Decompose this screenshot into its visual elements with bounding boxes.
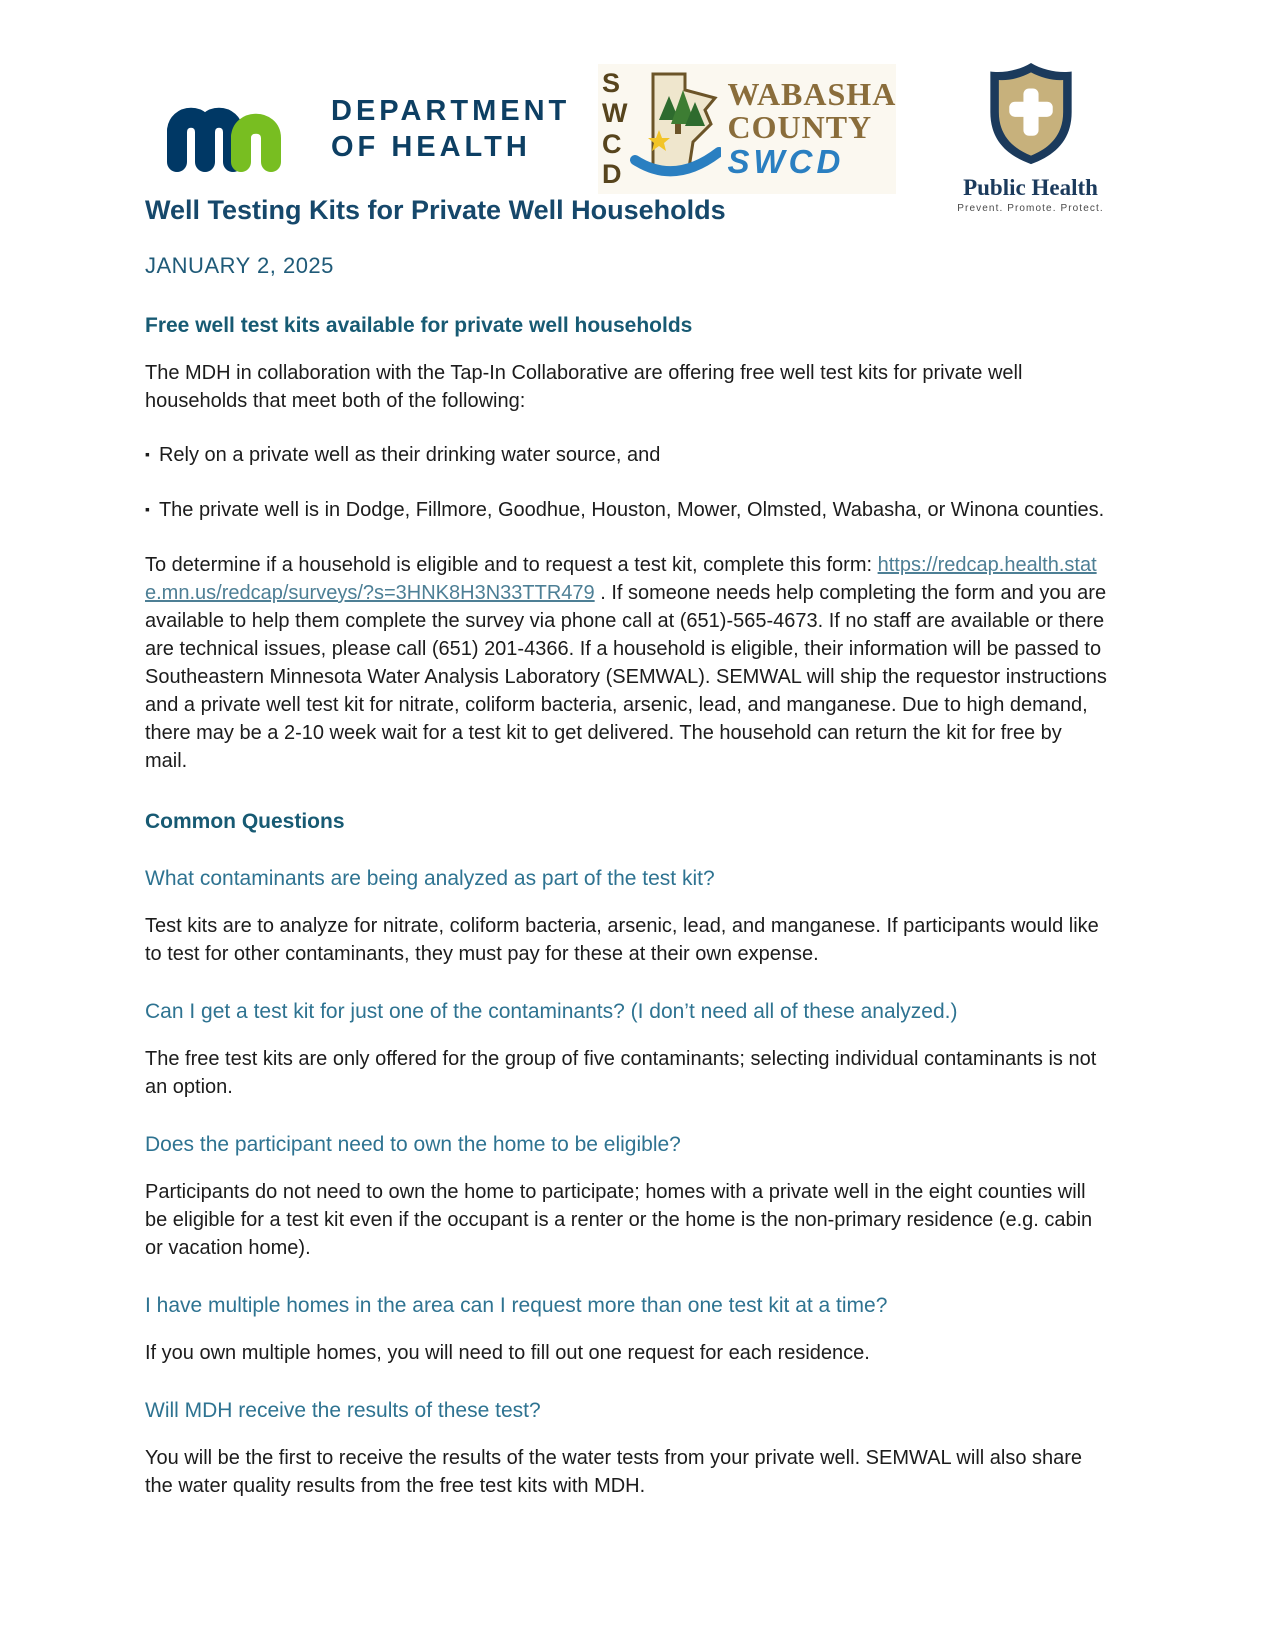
answer-text: Participants do not need to own the home to participate; homes with a private well in the eight counties will be eligible for a test kit even if the occupant is a renter or the home is the non-primary residence (e.g. cabin or vacation home). [145,1181,1093,1259]
answer-text: Test kits are to analyze for nitrate, coliform bacteria, arsenic, lead, and manganese. If participants would like to test for other contaminants, they must pay for these at their own expense. [145,915,1099,965]
qa-block-5 [145,1397,1107,1500]
mdh-dept-line2: OF HEALTH [331,131,531,163]
bullet-text-1: Rely on a private well as their drinking water source, and [158,444,661,466]
swcd-letter-s: S [602,68,621,98]
minnesota-trees-icon [629,68,721,190]
question-text: Can I get a test kit for just one of the contaminants? (I don’t need all of these analyzed.) [145,1000,958,1023]
qa-block-2 [145,998,1107,1101]
question-text: I have multiple homes in the area can I request more than one test kit at a time? [145,1294,888,1317]
form-paragraph-after-link: . If someone needs help completing the form and you are available to help them complete the survey via phone call at (651)-565-4673. If no staff are available or there are technical issues, please call (651) 201-4366. If a household is eligible, their information will be passed to Southeastern Minnesota Water Analysis Laboratory (SEMWAL). SEMWAL will ship the requestor instructions and a private well test kit for nitrate, coliform bacteria, arsenic, lead, and manganese. Due to high demand, there may be a 2-10 week wait for a test kit to get delivered. The household can return the kit for free by mail. [145,582,1107,772]
swcd-wordmark [727,78,896,180]
swcd-vertical-letters [602,70,627,188]
qa-block-3 [145,1131,1107,1262]
public-health-logo [948,60,1113,214]
form-paragraph-before-link: To determine if a household is eligible and to request a test kit, complete this form: [145,554,878,576]
bullet-icon: ▪ [145,446,150,462]
page-title: Well Testing Kits for Private Well Households [145,195,726,225]
public-health-title: Public Health [963,175,1098,200]
answer-text: You will be the first to receive the results of the water tests from your private well. SEMWAL will also share the water quality results from the free test kits with MDH. [145,1447,1083,1497]
swcd-county-line1: WABASHA [727,76,897,112]
mdh-dept-line1: DEPARTMENT [331,95,571,127]
question-text: Will MDH receive the results of these test? [145,1399,541,1422]
mdh-wordmark [331,93,570,165]
common-questions-heading: Common Questions [145,810,345,833]
question-text: What contaminants are being analyzed as part of the test kit? [145,867,715,890]
bullet-text-2: The private well is in Dodge, Fillmore, Goodhue, Houston, Mower, Olmsted, Wabasha, or Winona counties. [158,499,1105,521]
wabasha-swcd-logo [598,64,896,194]
form-paragraph [145,551,1107,775]
swcd-county-line2: COUNTY [727,109,873,145]
public-health-shield-icon [979,60,1083,168]
answer-text: If you own multiple homes, you will need to fill out one request for each residence. [145,1342,870,1364]
qa-block-4 [145,1292,1107,1367]
intro-heading: Free well test kits available for private well households [145,314,693,337]
document-body [145,194,1107,1526]
swcd-letter-c: C [602,128,622,159]
bullet-item-1 [145,441,1107,470]
bullet-icon: ▪ [145,501,150,517]
intro-paragraph: The MDH in collaboration with the Tap-In Collaborative are offering free well test kits for private well households that meet both of the following: [145,362,1023,412]
public-health-tagline: Prevent. Promote. Protect. [957,203,1104,214]
question-text: Does the participant need to own the home to be eligible? [145,1133,681,1156]
qa-block-1 [145,865,1107,968]
mn-logo-icon [143,86,305,172]
swcd-letter-d: D [602,158,622,189]
mdh-logo [143,86,570,172]
swcd-letter-w: W [602,98,628,129]
swcd-org-name: SWCD [727,143,845,180]
document-date: JANUARY 2, 2025 [145,253,334,278]
bullet-item-2 [145,496,1107,525]
answer-text: The free test kits are only offered for the group of five contaminants; selecting individual contaminants is not an option. [145,1048,1097,1098]
redcap-survey-link[interactable]: https://redcap.health.state.mn.us/redcap/surveys/?s=3HNK8H3N33TTR479 [145,554,1097,604]
